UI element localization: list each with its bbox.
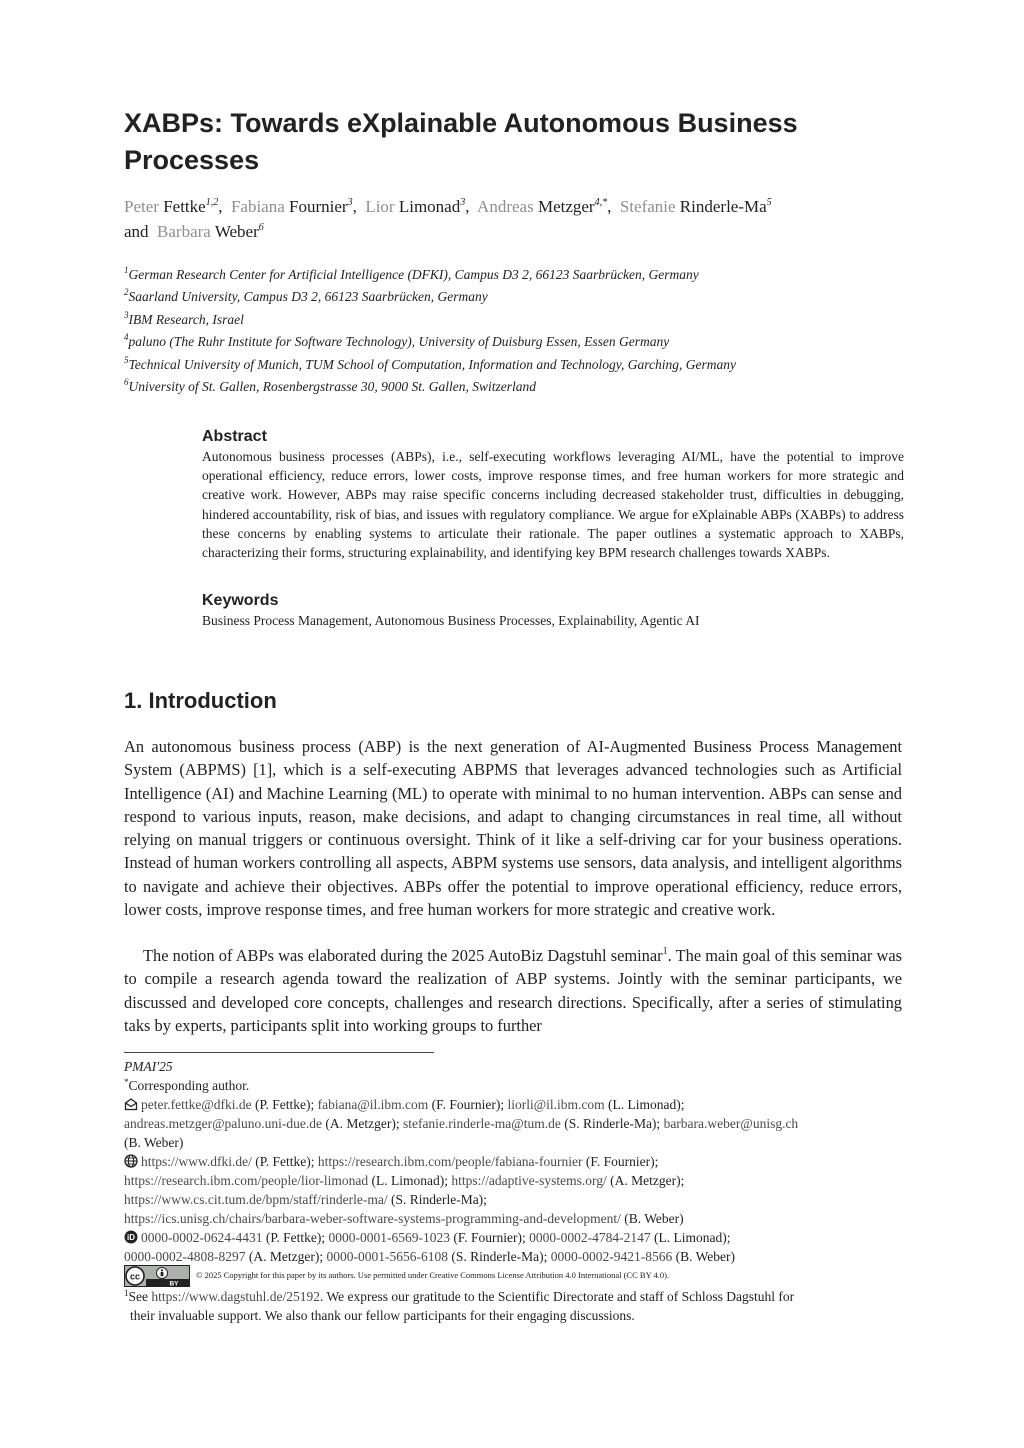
- author: Andreas Metzger$^{4,*}$: [477, 197, 608, 216]
- orcid-link[interactable]: 0000-0002-0624-4431: [141, 1230, 263, 1245]
- footnote-1-continuation: their invaluable support. We also thank our fellow participants for their engaging discussions.: [130, 1308, 635, 1323]
- email-link[interactable]: liorli@il.ibm.com: [507, 1097, 605, 1112]
- orcid-line: 0000-0002-4808-8297 (A. Metzger); 0000-0001-5656-6108 (S. Rinderle-Ma); 0000-0002-9421-8566 (B. Weber): [124, 1249, 735, 1264]
- web-link[interactable]: https://research.ibm.com/people/fabiana-fournier: [317, 1154, 583, 1169]
- and-word: and: [124, 222, 149, 241]
- intro-paragraph-1: An autonomous business process (ABP) is the next generation of AI-Augmented Business Process Management System (ABPMS) [1], which is a self-executing ABPMS that leverages advanced technologies such as Artificial Intelligence (AI) and Machine Learning (ML) to operate with minimal to no human intervention. ABPs can sense and respond to various inputs, reason, make decisions, and adapt to changing circumstances in real time, all without relying on manual triggers or continuous oversight. Think of it like a self-driving car for your business operations. Instead of human workers controlling all aspects, ABPM systems use sensors, data analysis, and intelligent algorithms to navigate and achieve their objectives. ABPs offer the potential to improve operational efficiency, reduce errors, lower costs, improve response times, and free human workers for more strategic and creative work.: [124, 737, 902, 920]
- web-link[interactable]: https://adaptive-systems.org/: [451, 1173, 607, 1188]
- affiliation: $^5$Technical University of Munich, TUM School of Computation, Information and Technology, Garching, Germany: [124, 354, 736, 372]
- abstract-text: Autonomous business processes (ABPs), i.e., self-executing workflows leveraging AI/ML, have the potential to improve operational efficiency, reduce errors, lower costs, improve response times, and free human workers for more strategic and creative work. However, ABPs may raise specific concerns including decreased stakeholder trust, difficulties in debugging, hindered accountability, risk of bias, and issues with regulatory compliance. We argue for eXplainable ABPs (XABPs) to address these concerns by enabling systems to articulate their rationale. The paper outlines a systematic approach to XABPs, characterizing their forms, structuring explainability, and identifying key BPM research challenges towards XABPs.: [202, 449, 904, 561]
- web-line: https://research.ibm.com/people/lior-limonad (L. Limonad); https://adaptive-systems.org/ (A. Metzger);: [124, 1173, 685, 1188]
- abstract-section: [202, 427, 904, 562]
- affiliation: $^6$University of St. Gallen, Rosenbergstrasse 30, 9000 St. Gallen, Switzerland: [124, 377, 536, 395]
- svg-text:BY: BY: [169, 1280, 179, 1287]
- author: Peter Fettke$^{1,2}$: [124, 197, 219, 216]
- author: Fabiana Fournier$^3$: [230, 197, 353, 216]
- footnote-1: [124, 1287, 914, 1325]
- svg-text:cc: cc: [129, 1271, 141, 1282]
- footnotes: [124, 1057, 914, 1266]
- web-link[interactable]: https://research.ibm.com/people/lior-limonad: [124, 1173, 369, 1188]
- venue-label: PMAI'25: [124, 1059, 173, 1074]
- intro-paragraph-2: The notion of ABPs was elaborated during the 2025 AutoBiz Dagstuhl seminar$^1$. The main goal of this seminar was to compile a research agenda toward the realization of ABP systems. Jointly with the seminar participants, we discussed and developed core concepts, challenges and research directions. Specifically, after a series of stimulating taks by experts, participants split into working groups to further: [124, 946, 903, 1035]
- email-link[interactable]: andreas.metzger@paluno.uni-due.de: [124, 1116, 322, 1131]
- email-link[interactable]: fabiana@il.ibm.com: [317, 1097, 429, 1112]
- author: Barbara Weber$^6$: [157, 222, 264, 241]
- email-line: peter.fettke@dfki.de (P. Fettke); fabiana@il.ibm.com (F. Fournier); liorli@il.ibm.com (L. Limonad);: [124, 1095, 914, 1114]
- cc-by-badge-icon[interactable]: [124, 1265, 190, 1287]
- email-line: (B. Weber): [124, 1135, 184, 1150]
- affiliation: $^1$German Research Center for Artificial Intelligence (DFKI), Campus D3 2, 66123 Saarbrücken, Germany: [124, 265, 699, 282]
- abstract-heading: Abstract: [202, 428, 267, 445]
- orcid-link[interactable]: 0000-0001-6569-1023: [328, 1230, 450, 1245]
- introduction-heading: 1. Introduction: [124, 688, 277, 713]
- email-link[interactable]: peter.fettke@dfki.de: [141, 1097, 252, 1112]
- web-link[interactable]: https://www.cs.cit.tum.de/bpm/staff/rinderle-ma/: [124, 1192, 388, 1207]
- footnote-divider: [124, 1052, 434, 1053]
- corresponding-note: *Corresponding author.: [124, 1077, 250, 1093]
- keywords-heading: Keywords: [202, 592, 279, 609]
- dagstuhl-link[interactable]: https://www.dagstuhl.de/25192: [151, 1289, 320, 1304]
- orcid-link[interactable]: 0000-0001-5656-6108: [326, 1249, 448, 1264]
- license-text: © 2025 Copyright for this paper by its authors. Use permitted under Creative Commons License Attribution 4.0 International (CC BY 4.0).: [196, 1270, 670, 1280]
- affiliation: $^3$IBM Research, Israel: [124, 309, 244, 327]
- envelope-icon: [124, 1097, 138, 1111]
- orcid-link[interactable]: 0000-0002-4784-2147: [529, 1230, 651, 1245]
- orcid-link[interactable]: 0000-0002-4808-8297: [124, 1249, 246, 1264]
- orcid-link[interactable]: 0000-0002-9421-8566: [550, 1249, 673, 1264]
- web-line: https://www.dfki.de/ (P. Fettke); https://research.ibm.com/people/fabiana-fournier (F. Fournier);: [124, 1152, 914, 1171]
- author-list: Peter Fettke$^{1,2}$, Fabiana Fournier$^3$, Lior Limonad$^3$, Andreas Metzger$^{4,*}$, Stefanie Rinderle-Ma$^5$ and Barbara Weber$^6$: [124, 197, 772, 241]
- web-line: https://www.cs.cit.tum.de/bpm/staff/rinderle-ma/ (S. Rinderle-Ma);: [124, 1192, 487, 1207]
- license-line: [124, 1265, 914, 1287]
- svg-text:iD: iD: [127, 1233, 135, 1242]
- affiliation: $^4$paluno (The Ruhr Institute for Software Technology), University of Duisburg Essen, Essen Germany: [124, 332, 670, 350]
- web-link[interactable]: https://www.dfki.de/: [141, 1154, 252, 1169]
- affiliation: $^2$Saarland University, Campus D3 2, 66123 Saarbrücken, Germany: [124, 287, 488, 305]
- author: Lior Limonad$^3$: [365, 197, 466, 216]
- email-line: andreas.metzger@paluno.uni-due.de (A. Metzger); stefanie.rinderle-ma@tum.de (S. Rinderle-Ma); barbara.weber@unisg.ch: [124, 1116, 799, 1131]
- keywords-section: [202, 591, 904, 630]
- web-link[interactable]: https://ics.unisg.ch/chairs/barbara-weber-software-systems-programming-and-development/: [124, 1211, 621, 1226]
- web-line: https://ics.unisg.ch/chairs/barbara-weber-software-systems-programming-and-development/ (B. Weber): [124, 1211, 684, 1226]
- email-link[interactable]: barbara.weber@unisg.ch: [663, 1116, 799, 1131]
- globe-icon: [124, 1154, 138, 1168]
- email-link[interactable]: stefanie.rinderle-ma@tum.de: [402, 1116, 561, 1131]
- footnote-ref[interactable]: 1: [662, 946, 668, 957]
- keywords-text: Business Process Management, Autonomous Business Processes, Explainability, Agentic AI: [202, 613, 700, 628]
- orcid-icon: [124, 1230, 138, 1244]
- paper-title: XABPs: Towards eXplainable Autonomous Business Processes: [124, 108, 798, 175]
- footnote-1-line: $^1$See https://www.dagstuhl.de/25192. We express our gratitude to the Scientific Directorate and staff of Schloss Dagstuhl for: [124, 1288, 795, 1304]
- author: Stefanie Rinderle-Ma$^5$: [619, 197, 772, 216]
- orcid-line: iD 0000-0002-0624-4431 (P. Fettke); 0000-0001-6569-1023 (F. Fournier); 0000-0002-4784-2147 (L. Limonad);: [124, 1228, 914, 1247]
- affiliation-list: [124, 264, 914, 398]
